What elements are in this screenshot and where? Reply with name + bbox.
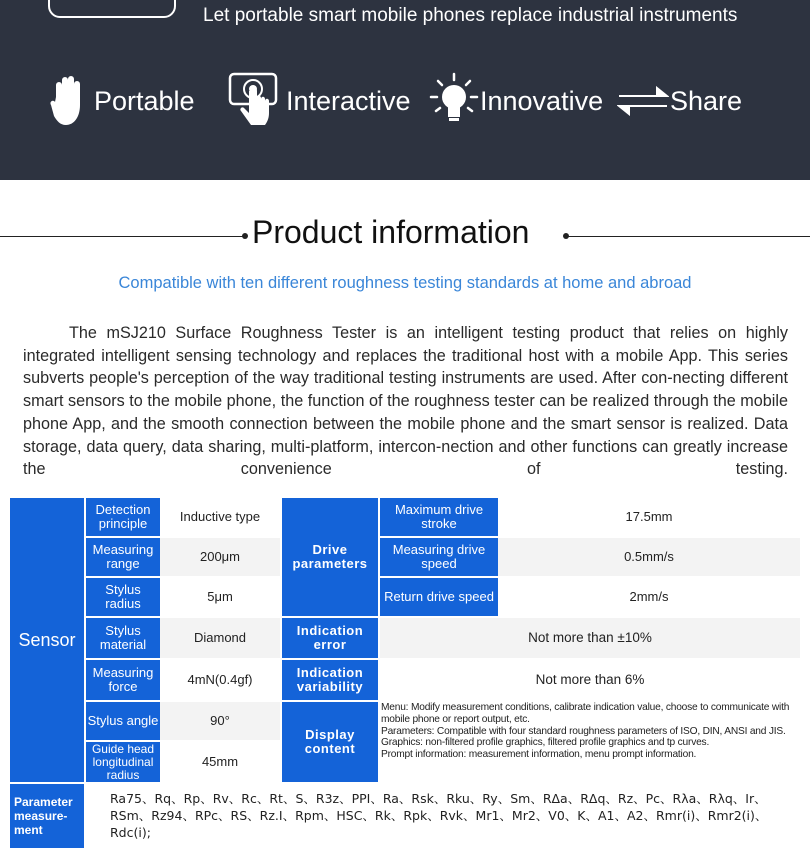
spec-label: Stylus angle <box>86 702 160 740</box>
display-line: Prompt information: measurement information, menu prompt information. <box>381 749 697 761</box>
touch-screen-icon <box>226 73 280 129</box>
feature-label: Interactive <box>286 85 411 116</box>
spec-label: Measuring drive speed <box>380 538 498 576</box>
section-title: Product information <box>252 214 530 250</box>
indication-variability-label: Indication variability <box>282 660 378 700</box>
spec-value: 5μm <box>160 578 280 616</box>
display-line: Parameters: Compatible with four standard roughness parameters of ISO, DIN, ANSI and JIS. <box>381 725 786 737</box>
feature-interactive <box>226 72 411 130</box>
hero-banner <box>0 0 810 180</box>
parameter-label: Parameter measure-ment <box>10 784 84 848</box>
indication-error-value: Not more than ±10% <box>380 618 800 658</box>
exchange-arrows-icon <box>616 73 670 129</box>
spec-value: 2mm/s <box>498 578 800 616</box>
drive-header: Drive parameters <box>282 498 378 616</box>
spec-label: Maximum drive stroke <box>380 498 498 536</box>
section-subtitle: Compatible with ten different roughness testing standards at home and abroad <box>118 274 692 292</box>
spec-label: Stylus radius <box>86 578 160 616</box>
parameter-list: Ra75、Rq、Rp、Rv、Rc、Rt、S、R3z、PPI、Ra、Rsk、Rku、Ry、Sm、RΔa、RΔq、Rz、Pc、Rλa、Rλq、Ir、RSm、Rz94、RPc、RS、Rz.I、Rpm、HSC、Rk、Rpk、Rvk、Mr1、Mr2、V0、K、A1、A2、Rmr(i)、Rmr2(i)、Rdc(i); <box>110 791 768 840</box>
display-line: Menu: Modify measurement conditions, calibrate indication value, choose to communicate with mobile phone or report output, etc. <box>381 702 790 725</box>
sensor-header: Sensor <box>10 498 84 782</box>
display-line: Graphics: non-filtered profile graphics, filtered profile graphics and tp curves. <box>381 737 710 749</box>
spec-label: Return drive speed <box>380 578 498 616</box>
indication-error-label: Indication error <box>282 618 378 658</box>
lightbulb-icon <box>428 73 480 129</box>
spec-value: Diamond <box>160 618 280 658</box>
feature-label: Share <box>670 85 743 116</box>
divider-left <box>0 236 246 237</box>
feature-innovative <box>428 72 603 130</box>
badge-outline <box>48 0 176 18</box>
spec-value: 90° <box>160 702 280 740</box>
product-description: The mSJ210 Surface Roughness Tester is an intelligent testing product that relies on highly integrated intelligent sensing technology and replaces the traditional host with a mobile App. This series subverts people's perception of the way traditional testing instruments are used. After con-necting different smart sensors to the mobile phone, the function of the roughness tester can be realized through the mobile phone App, and the smooth connection between the mobile phone and the smart sensor is realized. Data storage, data query, data sharing, multi-platform, intercon-nection and other functions can greatly increase the convenience of testing. <box>23 324 788 479</box>
feature-portable <box>48 72 195 130</box>
spec-value: 200μm <box>160 538 280 576</box>
spec-value: 17.5mm <box>498 498 800 536</box>
spec-label: Measuring range <box>86 538 160 576</box>
spec-label: Measuring force <box>86 660 160 700</box>
spec-value: 45mm <box>160 742 280 782</box>
feature-label: Innovative <box>480 85 604 116</box>
indication-variability-value: Not more than 6% <box>380 660 800 700</box>
spec-label: Detection principle <box>86 498 160 536</box>
feature-share <box>616 72 742 130</box>
spec-value: 0.5mm/s <box>498 538 800 576</box>
display-content-text <box>381 702 799 761</box>
hand-icon <box>48 73 88 129</box>
spec-label: Stylus material <box>86 618 160 658</box>
spec-label: Guide head longitudinal radius <box>86 742 160 782</box>
hero-tagline: Let portable smart mobile phones replace industrial instruments <box>203 5 738 26</box>
section-title-bar <box>0 212 810 256</box>
display-content-label: Display content <box>282 702 378 782</box>
spec-value: Inductive type <box>160 498 280 536</box>
divider-right <box>566 236 810 237</box>
divider-dot-left <box>242 233 248 239</box>
feature-label: Portable <box>94 85 195 116</box>
spec-value: 4mN(0.4gf) <box>160 660 280 700</box>
